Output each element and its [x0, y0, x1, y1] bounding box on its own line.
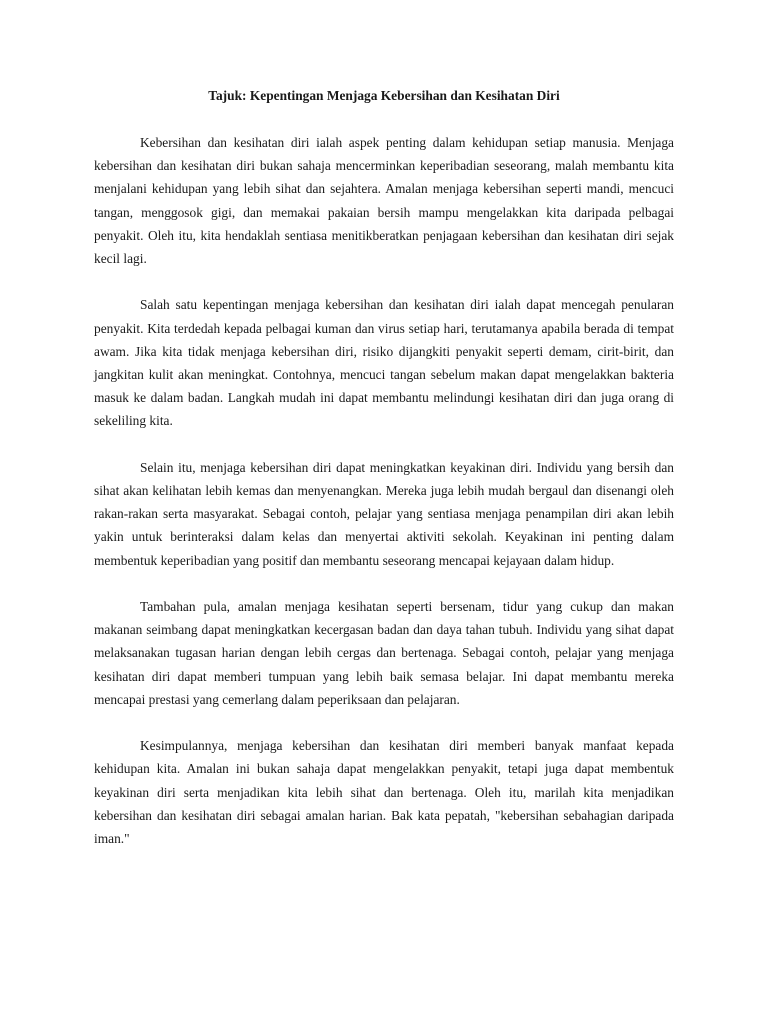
- document-page: [94, 86, 674, 850]
- paragraph-fitness: Tambahan pula, amalan menjaga kesihatan seperti bersenam, tidur yang cukup dan makan makanan seimbang dapat meningkatkan kecergasan badan dan daya tahan tubuh. Individu yang sihat dapat melaksanakan tugasan harian dengan lebih cergas dan bertenaga. Sebagai contoh, pelajar yang menjaga kesihatan diri dapat memberi tumpuan yang lebih baik semasa belajar. Ini dapat membantu mereka mencapai prestasi yang cemerlang dalam peperiksaan dan pelajaran.: [94, 599, 674, 707]
- paragraph-conclusion: Kesimpulannya, menjaga kebersihan dan kesihatan diri memberi banyak manfaat kepada kehidupan kita. Amalan ini bukan sahaja dapat mengelakkan penyakit, tetapi juga dapat membentuk keyakinan diri serta menjadikan kita lebih sihat dan bertenaga. Oleh itu, marilah kita menjadikan kebersihan dan kesihatan diri sebagai amalan harian. Bak kata pepatah, "kebersihan sebahagian daripada iman.": [94, 738, 674, 847]
- paragraph-disease-prevention: Salah satu kepentingan menjaga kebersihan dan kesihatan diri ialah dapat mencegah penularan penyakit. Kita terdedah kepada pelbagai kuman dan virus setiap hari, terutamanya apabila berada di tempat awam. Jika kita tidak menjaga kebersihan diri, risiko dijangkiti penyakit seperti demam, cirit-birit, dan jangkitan kulit akan meningkat. Contohnya, mencuci tangan sebelum makan dapat mengelakkan bakteria masuk ke dalam badan. Langkah mudah ini dapat membantu melindungi kesihatan diri dan juga orang di sekeliling kita.: [94, 297, 674, 429]
- paragraph-introduction: Kebersihan dan kesihatan diri ialah aspek penting dalam kehidupan setiap manusia. Menjaga kebersihan dan kesihatan diri bukan sahaja mencerminkan keperibadian seseorang, malah membantu kita menjalani kehidupan yang lebih sihat dan sejahtera. Amalan menjaga kebersihan seperti mandi, mencuci tangan, menggosok gigi, dan memakai pakaian bersih mampu mengelakkan kita daripada pelbagai penyakit. Oleh itu, kita hendaklah sentiasa menitikberatkan penjagaan kebersihan dan kesihatan diri sejak kecil lagi.: [94, 135, 674, 267]
- document-title: Tajuk: Kepentingan Menjaga Kebersihan dan Kesihatan Diri: [208, 88, 560, 103]
- paragraph-self-confidence: Selain itu, menjaga kebersihan diri dapat meningkatkan keyakinan diri. Individu yang bersih dan sihat akan kelihatan lebih kemas dan menyenangkan. Mereka juga lebih mudah bergaul dan disenangi oleh rakan-rakan serta masyarakat. Sebagai contoh, pelajar yang sentiasa menjaga penampilan diri akan lebih yakin untuk berinteraksi dalam kelas dan menyertai aktiviti sekolah. Keyakinan ini penting dalam membentuk keperibadian yang positif dan membantu seseorang mencapai kejayaan dalam hidup.: [94, 459, 674, 568]
